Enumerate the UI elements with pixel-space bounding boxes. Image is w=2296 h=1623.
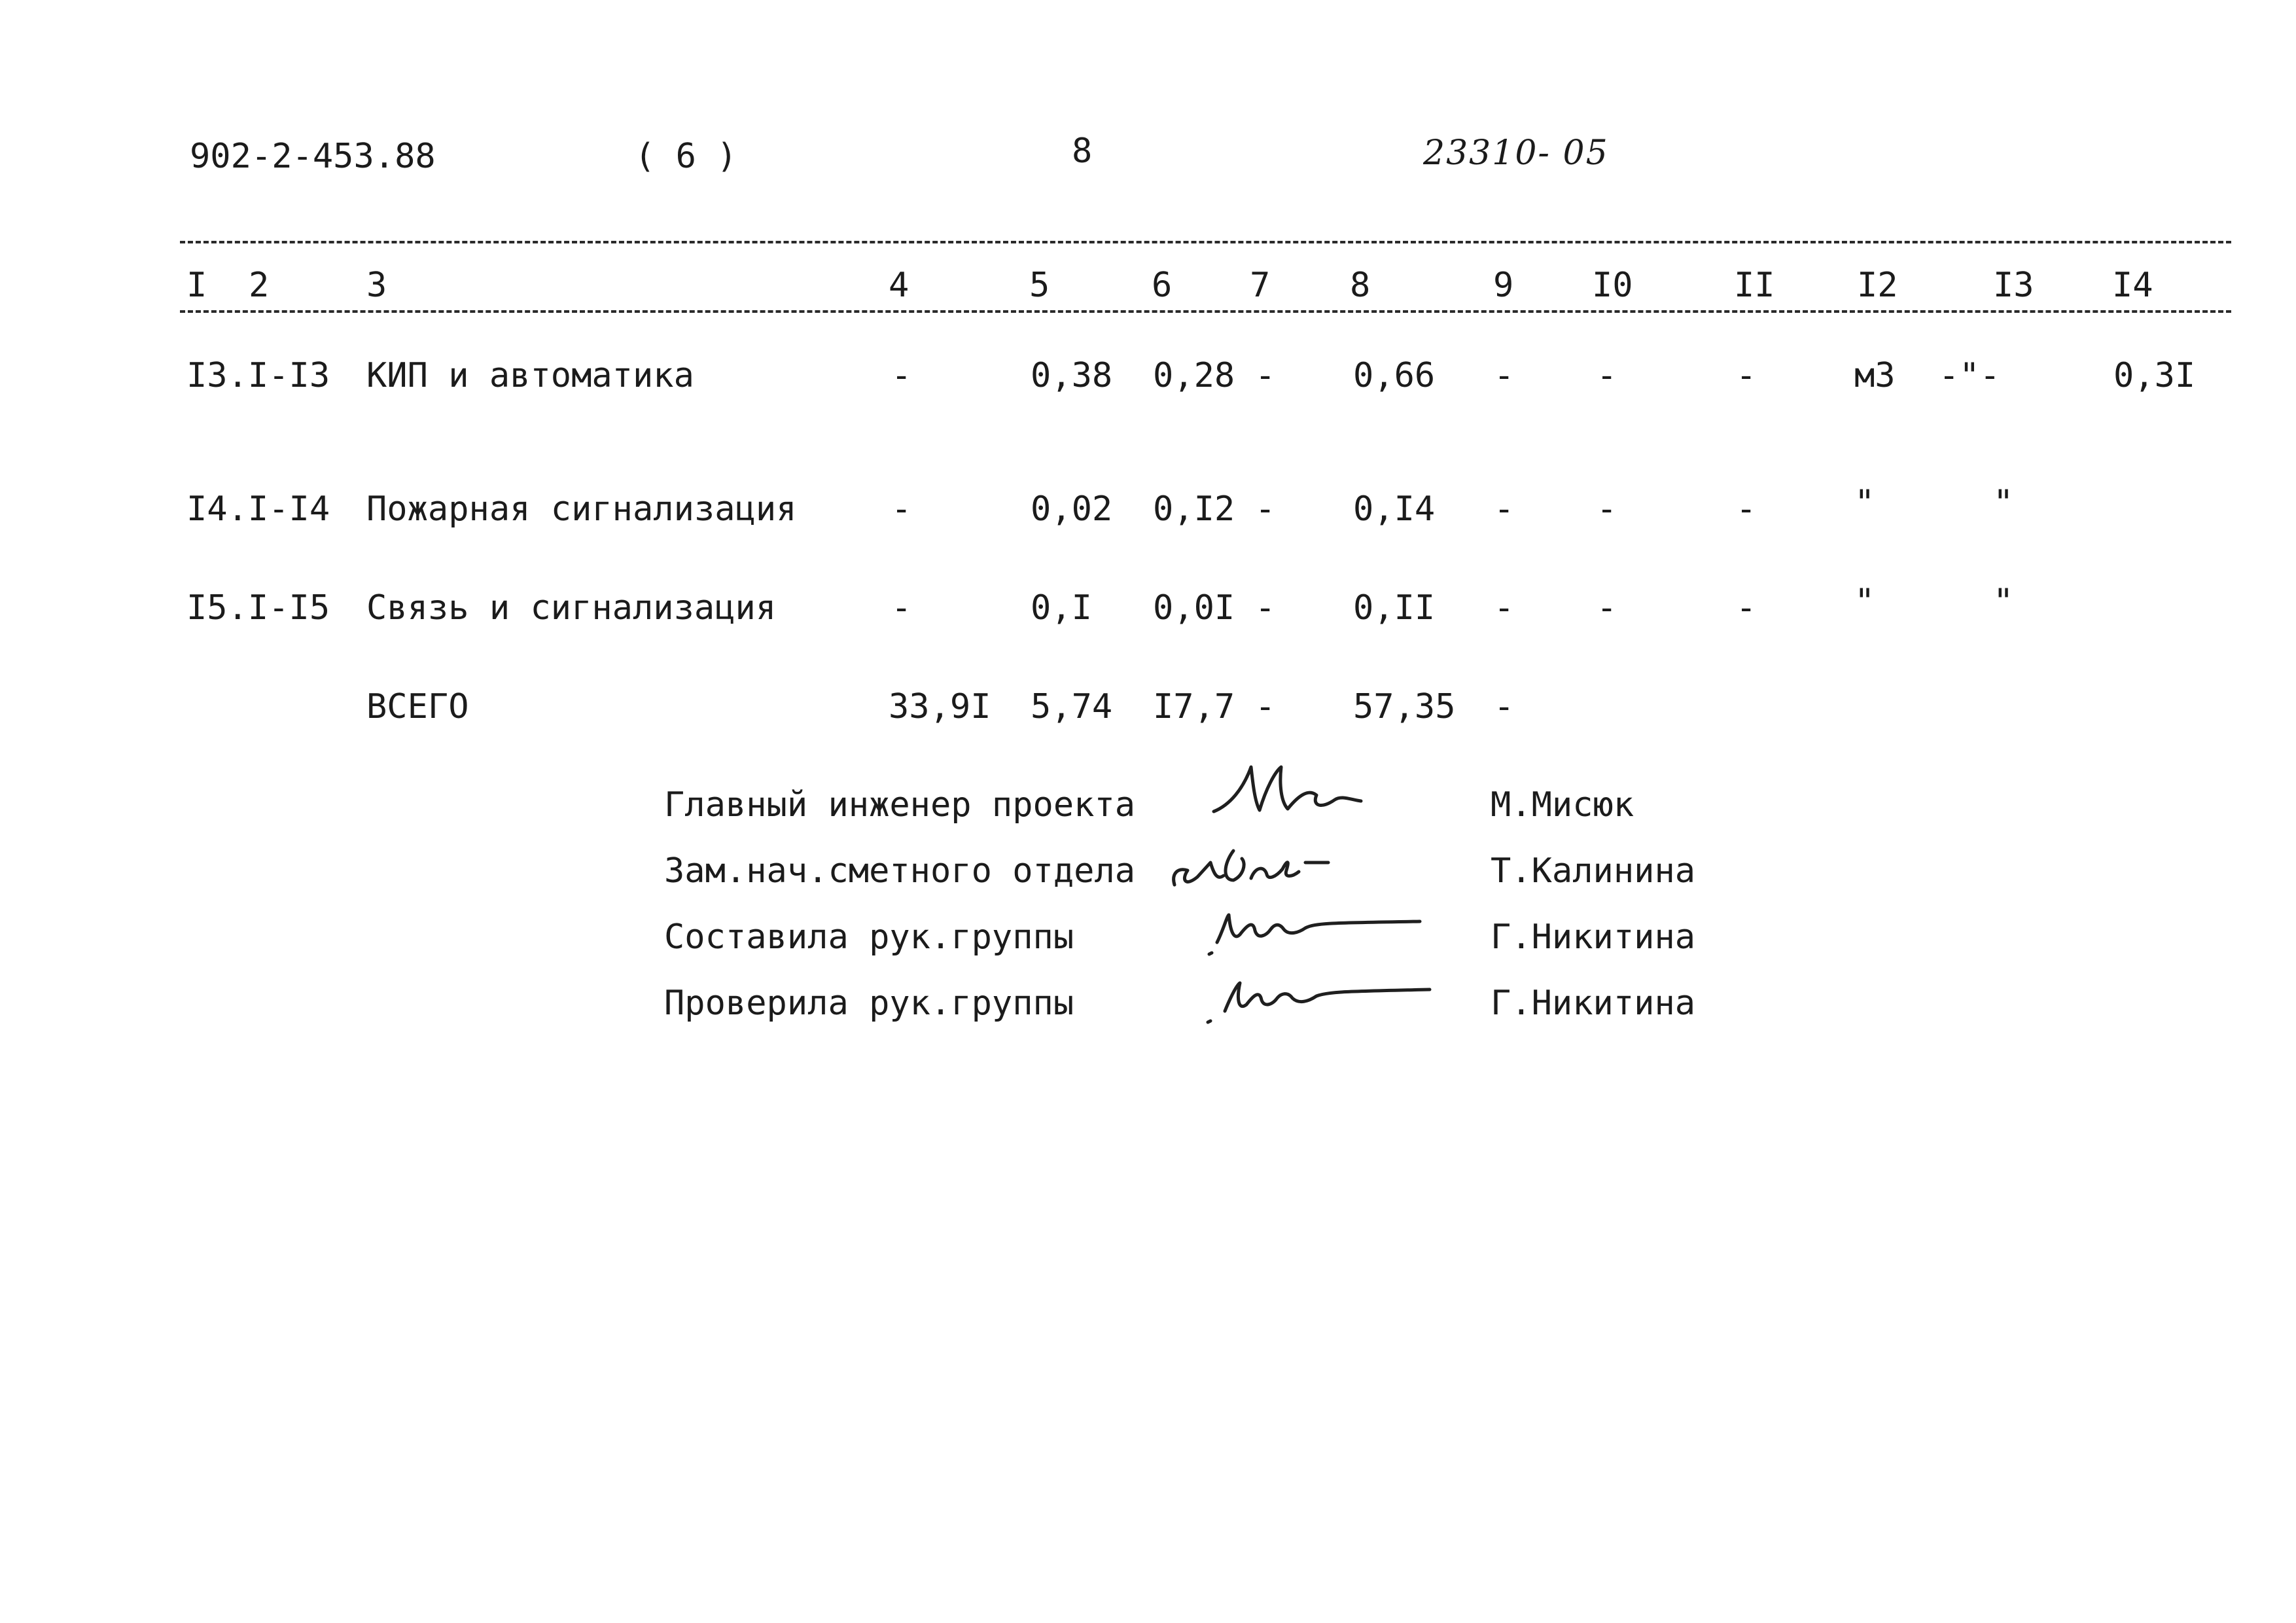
cell-col14: 0,3I [2113,356,2196,395]
cell-col8: 0,I4 [1353,490,1436,529]
cell-col9: - [1494,490,1515,529]
column-header: 2 [249,266,270,305]
cell-col5: 5,74 [1031,687,1113,726]
cell-col13: -"- [1939,356,2000,395]
cell-col13: " [1993,582,2014,621]
signatory-role: Проверила рук.группы [664,984,1074,1023]
column-header: II [1734,266,1775,305]
cell-col9: - [1494,588,1515,628]
cell-col6: 0,I2 [1153,490,1235,529]
cell-col4: - [891,490,912,529]
cell-col5: 0,02 [1031,490,1113,529]
row-number: I4.I-I4 [186,490,330,529]
column-header: 5 [1029,266,1050,305]
cell-col10: - [1597,490,1617,529]
cell-col10: - [1597,588,1617,628]
row-name: ВСЕГО [366,687,469,726]
signature-kalinina [1174,851,1328,885]
cell-col8: 0,II [1353,588,1436,628]
column-header: I [186,266,207,305]
cell-col7: - [1255,490,1276,529]
cell-col12: " [1854,483,1875,522]
signature-nikitina-1 [1209,915,1420,954]
signatory-role: Зам.нач.сметного отдела [664,851,1136,891]
cell-col6: I7,7 [1153,687,1235,726]
row-name: КИП и автоматика [366,356,694,395]
signature-misyuk [1214,767,1361,812]
column-header: I2 [1857,266,1898,305]
cell-col6: 0,28 [1153,356,1235,395]
signature-nikitina-2 [1208,983,1430,1022]
page-number: 8 [1072,132,1093,171]
inventory-number: 23310- 05 [1423,134,1609,173]
cell-col10: - [1597,356,1617,395]
cell-col7: - [1255,356,1276,395]
column-header: 4 [889,266,910,305]
cell-col12: " [1854,582,1875,621]
cell-col4: - [891,588,912,628]
column-header: I3 [1993,266,2034,305]
cell-col11: - [1736,588,1757,628]
column-header: 8 [1350,266,1371,305]
column-header: 3 [366,266,387,305]
cell-col9: - [1494,356,1515,395]
cell-col4: 33,9I [889,687,991,726]
signatory-name: Т.Калинина [1491,851,1696,891]
signatory-role: Главный инженер проекта [664,785,1136,825]
cell-col6: 0,0I [1153,588,1235,628]
cell-col8: 0,66 [1353,356,1436,395]
cell-col8: 57,35 [1353,687,1456,726]
signatory-name: М.Мисюк [1491,785,1634,825]
row-number: I5.I-I5 [186,588,330,628]
cell-col7: - [1255,687,1276,726]
signatory-name: Г.Никитина [1491,918,1696,957]
cell-col12: м3 [1854,356,1896,395]
column-header: 6 [1152,266,1173,305]
cell-col11: - [1736,356,1757,395]
cell-col4: - [891,356,912,395]
row-name: Пожарная сигнализация [366,490,797,529]
row-number: I3.I-I3 [186,356,330,395]
cell-col11: - [1736,490,1757,529]
signatory-name: Г.Никитина [1491,984,1696,1023]
row-name: Связь и сигнализация [366,588,777,628]
signatory-role: Составила рук.группы [664,918,1074,957]
doc-code: 902-2-453.88 [190,137,436,176]
cell-col5: 0,38 [1031,356,1113,395]
cell-col5: 0,I [1031,588,1092,628]
column-header: I0 [1592,266,1633,305]
column-header: 7 [1250,266,1271,305]
cell-col13: " [1993,483,2014,522]
column-header: 9 [1493,266,1514,305]
column-header: I4 [2112,266,2153,305]
cell-col9: - [1494,687,1515,726]
sheet-mark: ( 6 ) [635,137,737,176]
cell-col7: - [1255,588,1276,628]
